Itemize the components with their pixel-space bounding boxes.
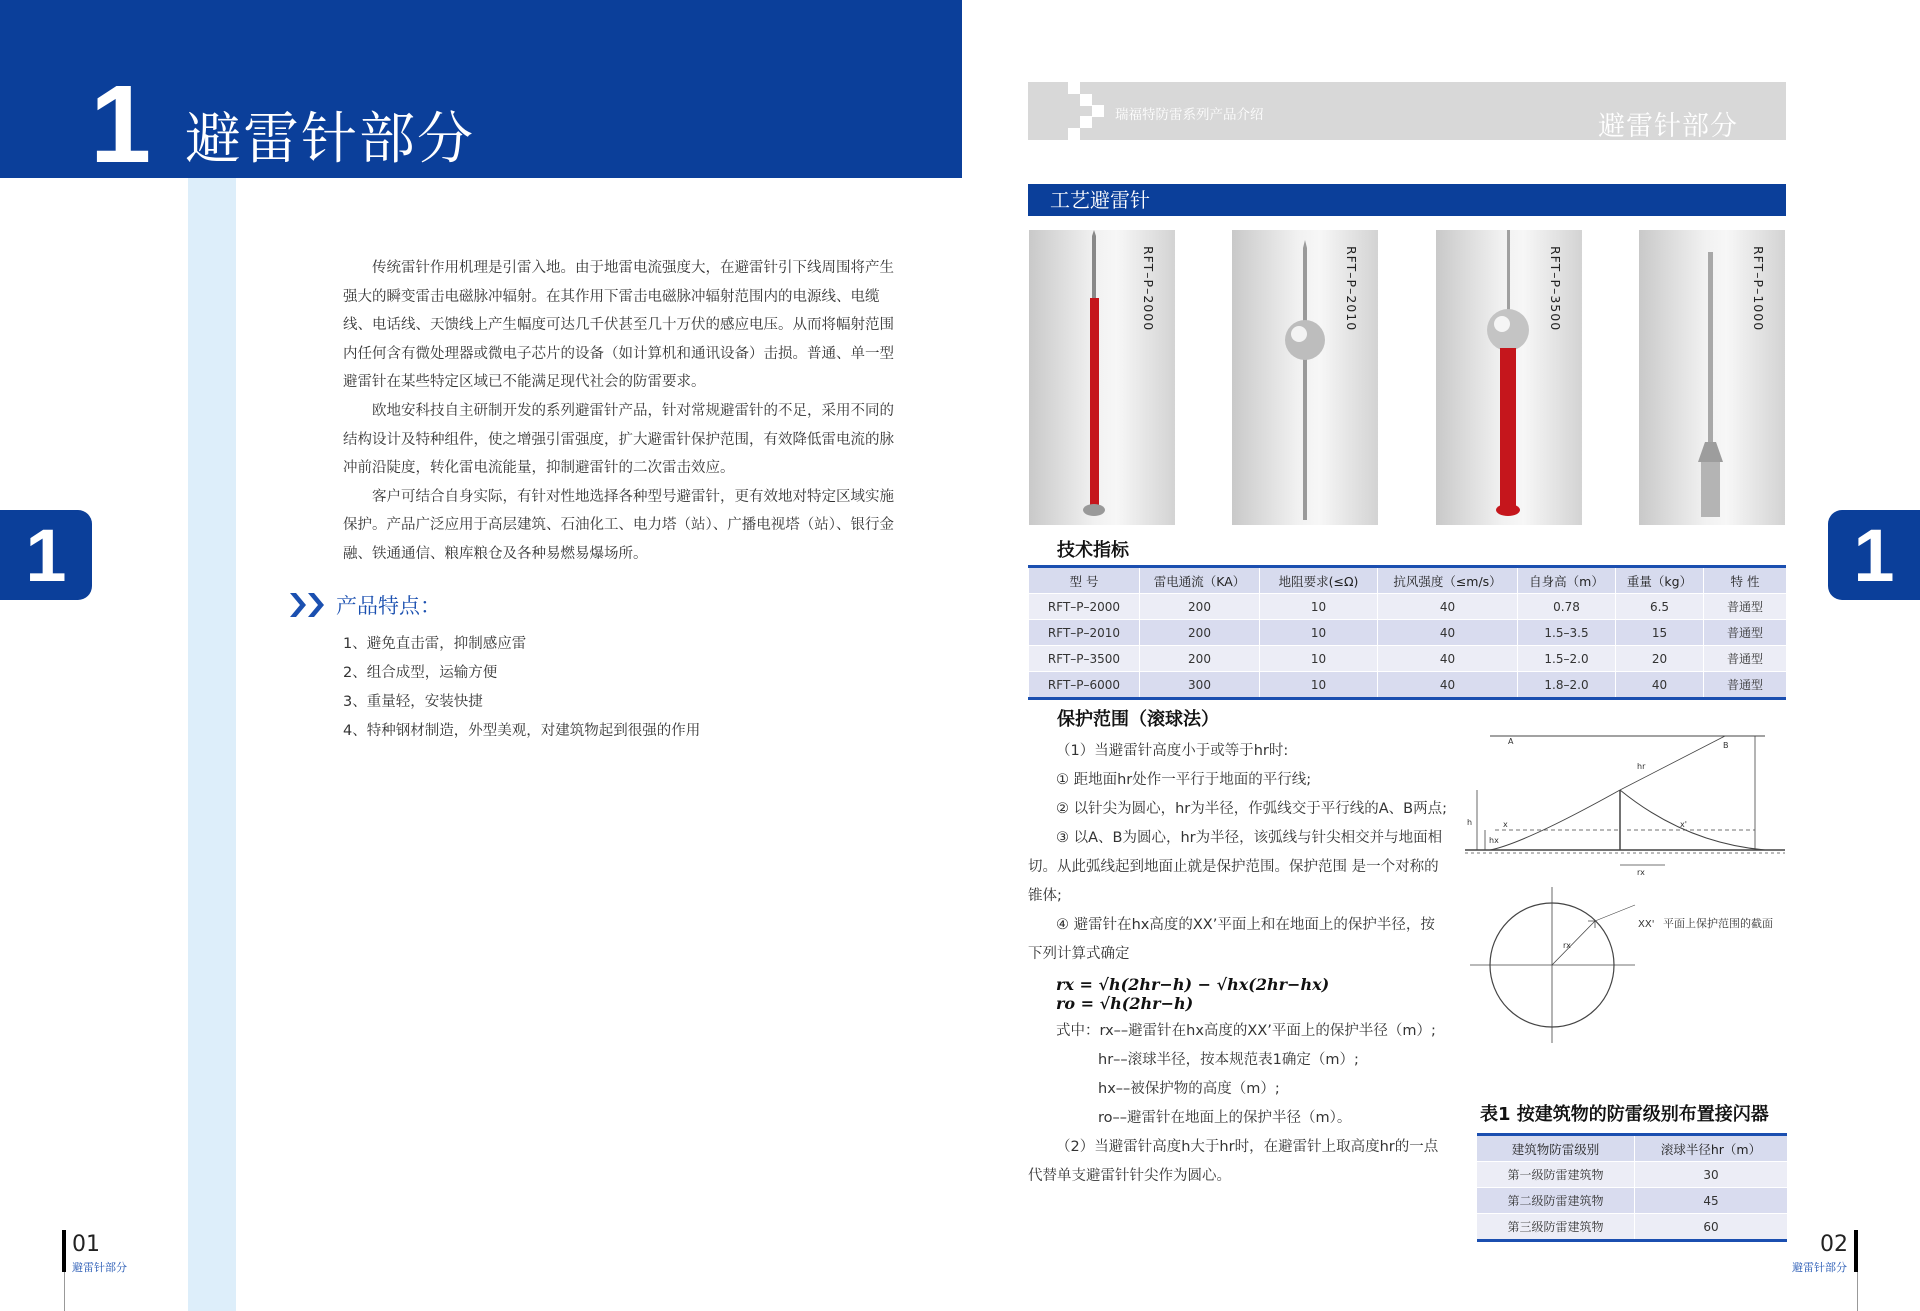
product-caption: RFT–P–1000 — [1751, 246, 1766, 332]
chapter-number: 1 — [90, 63, 152, 186]
double-chevron-icon — [288, 591, 328, 619]
table-cell: RFT–P–2010 — [1029, 620, 1140, 646]
table-cell: 10 — [1260, 594, 1378, 620]
diagram-label: hx — [1489, 836, 1499, 845]
protect-line: （2）当避雷针高度h大于hr时，在避雷针上取高度hr的一点代替单支避雷针针尖作为圆心。 — [1028, 1139, 1439, 1184]
section-circle-diagram — [1455, 885, 1790, 1045]
table-cell: 普通型 — [1704, 672, 1787, 699]
protect-text — [1028, 737, 1448, 1191]
table-cell: 40 — [1378, 672, 1518, 699]
page-marker-bar — [62, 1230, 66, 1272]
product-photo — [1232, 230, 1378, 525]
chapter-title: 避雷针部分 — [185, 107, 475, 172]
definition-line: hr––滚球半径，按本规范表1确定（m）; — [1098, 1052, 1359, 1068]
protect-line: （1）当避雷针高度小于或等于hr时: — [1056, 743, 1289, 759]
table-cell: 200 — [1140, 620, 1260, 646]
diagram-label: rx — [1637, 868, 1645, 877]
table-cell: 1.8–2.0 — [1518, 672, 1616, 699]
table-cell: 40 — [1378, 646, 1518, 672]
diagram-label: hr — [1637, 762, 1646, 771]
product-caption: RFT–P–2010 — [1344, 246, 1359, 332]
banner-title: 避雷针部分 — [1598, 111, 1738, 142]
product-photo — [1436, 230, 1582, 525]
class-header-row — [1477, 1135, 1787, 1162]
table-cell: 300 — [1140, 672, 1260, 699]
spec-title: 技术指标 — [1057, 540, 1129, 561]
protect-line: ④ 避雷针在hx高度的XX’平面上和在地面上的保护半径，按下列计算式确定 — [1028, 917, 1435, 962]
table-cell: 10 — [1260, 620, 1378, 646]
table-cell: 6.5 — [1616, 594, 1704, 620]
feature-item: 2、组合成型，运输方便 — [343, 665, 498, 681]
protect-line: ② 以针尖为圆心，hr为半径，作弧线交于平行线的A、B两点; — [1056, 801, 1448, 817]
product-photo — [1639, 230, 1785, 525]
spec-table — [1028, 565, 1786, 700]
feature-item: 4、特种钢材制造，外型美观，对建筑物起到很强的作用 — [343, 723, 701, 739]
table-cell: 第二级防雷建筑物 — [1477, 1188, 1635, 1214]
protect-line: ① 距地面hr处作一平行于地面的平行线; — [1056, 772, 1312, 788]
intro-text — [343, 254, 895, 569]
spec-header: 重量（kg） — [1616, 567, 1704, 594]
page-marker-bar — [1854, 1230, 1858, 1272]
side-stripe — [188, 178, 236, 1311]
definition-line: hx––被保护物的高度（m）; — [1098, 1081, 1280, 1097]
spec-header: 型 号 — [1029, 567, 1140, 594]
features-heading — [288, 590, 441, 620]
product-caption: RFT–P–3500 — [1548, 246, 1563, 332]
class-header: 建筑物防雷级别 — [1477, 1135, 1635, 1162]
table-cell: RFT–P–2000 — [1029, 594, 1140, 620]
spec-header: 抗风强度（≤m/s） — [1378, 567, 1518, 594]
table-cell: 普通型 — [1704, 646, 1787, 672]
table-cell: 15 — [1616, 620, 1704, 646]
class-header: 滚球半径hr（m） — [1635, 1135, 1788, 1162]
spec-header-row — [1029, 567, 1787, 594]
table-cell: RFT–P–6000 — [1029, 672, 1140, 699]
diagram-label: B — [1723, 741, 1729, 750]
page-marker-line — [1857, 1272, 1858, 1311]
table-row — [1029, 594, 1787, 620]
class-table — [1477, 1133, 1787, 1242]
table-row — [1029, 646, 1787, 672]
class-table-title: 表1 按建筑物的防雷级别布置接闪器 — [1480, 1104, 1769, 1125]
feature-item: 1、避免直击雷，抑制感应雷 — [343, 636, 527, 652]
formula-ro: ro = √h(2hr−h) — [1056, 994, 1194, 1013]
spec-header: 地阻要求(≤Ω) — [1260, 567, 1378, 594]
diagram-label: x' — [1680, 820, 1687, 829]
table-row — [1477, 1188, 1787, 1214]
spec-header: 雷电通流（KA） — [1140, 567, 1260, 594]
page-number: 02 — [1820, 1232, 1848, 1257]
section-title: 工艺避雷针 — [1050, 188, 1150, 212]
table-cell: 10 — [1260, 672, 1378, 699]
page-marker-line — [64, 1272, 65, 1311]
table-row — [1477, 1214, 1787, 1241]
table-cell: 10 — [1260, 646, 1378, 672]
table-cell: 20 — [1616, 646, 1704, 672]
intro-paragraph: 欧地安科技自主研制开发的系列避雷针产品，针对常规避雷针的不足，采用不同的结构设计及特种组件，使之增强引雷强度，扩大避雷针保护范围，有效降低雷电流的脉冲前沿陡度，转化雷电流能量，抑制避雷针的二次雷击效应。 — [343, 402, 894, 477]
page-label: 避雷针部分 — [1792, 1261, 1847, 1274]
table-cell: 30 — [1635, 1162, 1788, 1188]
table-cell: 0.78 — [1518, 594, 1616, 620]
feature-item: 3、重量轻，安装快捷 — [343, 694, 483, 710]
banner-subtitle: 瑞福特防雷系列产品介绍 — [1115, 107, 1264, 123]
table-cell: RFT–P–3500 — [1029, 646, 1140, 672]
table-cell: 1.5–2.0 — [1518, 646, 1616, 672]
table-cell: 1.5–3.5 — [1518, 620, 1616, 646]
table-cell: 第一级防雷建筑物 — [1477, 1162, 1635, 1188]
product-caption: RFT–P–2000 — [1141, 246, 1156, 332]
definition-line: 式中：rx––避雷针在hx高度的XX’平面上的保护半径（m）; — [1056, 1023, 1436, 1039]
page-label: 避雷针部分 — [72, 1261, 127, 1274]
diagram-label: A — [1508, 737, 1514, 746]
diagram-label: XX' — [1638, 919, 1655, 930]
table-cell: 40 — [1378, 620, 1518, 646]
table-cell: 普通型 — [1704, 620, 1787, 646]
table-cell: 200 — [1140, 594, 1260, 620]
table-row — [1029, 620, 1787, 646]
diagram-label: h — [1467, 818, 1473, 827]
intro-paragraph: 传统雷针作用机理是引雷入地。由于地雷电流强度大，在避雷针引下线周围将产生强大的瞬变雷击电磁脉冲辐射。在其作用下雷击电磁脉冲辐射范围内的电源线、电缆线、电话线、天馈线上产生幅度可达几千伏甚至几十万伏的感应电压。从而将幅射范围内任何含有微处理器或微电子芯片的设备（如计算机和通讯设备）击损。普通、单一型避雷针在某些特定区域已不能满足现代社会的防雷要求。 — [343, 260, 894, 391]
rolling-sphere-diagram — [1455, 725, 1790, 880]
table-cell: 普通型 — [1704, 594, 1787, 620]
table-cell: 60 — [1635, 1214, 1788, 1241]
chapter-tab-left: 1 — [0, 510, 92, 600]
table-row — [1477, 1162, 1787, 1188]
table-cell: 200 — [1140, 646, 1260, 672]
protect-title: 保护范围（滚球法） — [1057, 709, 1219, 730]
table-cell: 第三级防雷建筑物 — [1477, 1214, 1635, 1241]
features-title: 产品特点： — [336, 594, 441, 618]
definition-line: ro––避雷针在地面上的保护半径（m）。 — [1098, 1110, 1352, 1126]
table-cell: 40 — [1378, 594, 1518, 620]
spec-header: 特 性 — [1704, 567, 1787, 594]
diagram-label: rx — [1563, 941, 1571, 950]
table-row — [1029, 672, 1787, 699]
page-number: 01 — [72, 1232, 100, 1257]
diagram-label: 平面上保护范围的截面 — [1663, 917, 1773, 930]
protect-line: ③ 以A、B为圆心，hr为半径，该弧线与针尖相交并与地面相切。从此弧线起到地面止就是保护范围。保护范围 是一个对称的锥体; — [1028, 830, 1443, 904]
chapter-tab-right: 1 — [1828, 510, 1920, 600]
table-cell: 45 — [1635, 1188, 1788, 1214]
product-photo — [1029, 230, 1175, 525]
intro-paragraph: 客户可结合自身实际，有针对性地选择各种型号避雷针，更有效地对特定区域实施保护。产品广泛应用于高层建筑、石油化工、电力塔（站）、广播电视塔（站）、银行金融、铁通通信、粮库粮仓及各种易燃易爆场所。 — [343, 488, 894, 562]
features-list — [343, 630, 700, 746]
spec-header: 自身高（m） — [1518, 567, 1616, 594]
diagram-label: x — [1503, 820, 1508, 829]
formula-rx: rx = √h(2hr−h) − √hx(2hr−hx) — [1056, 975, 1330, 994]
table-cell: 40 — [1616, 672, 1704, 699]
